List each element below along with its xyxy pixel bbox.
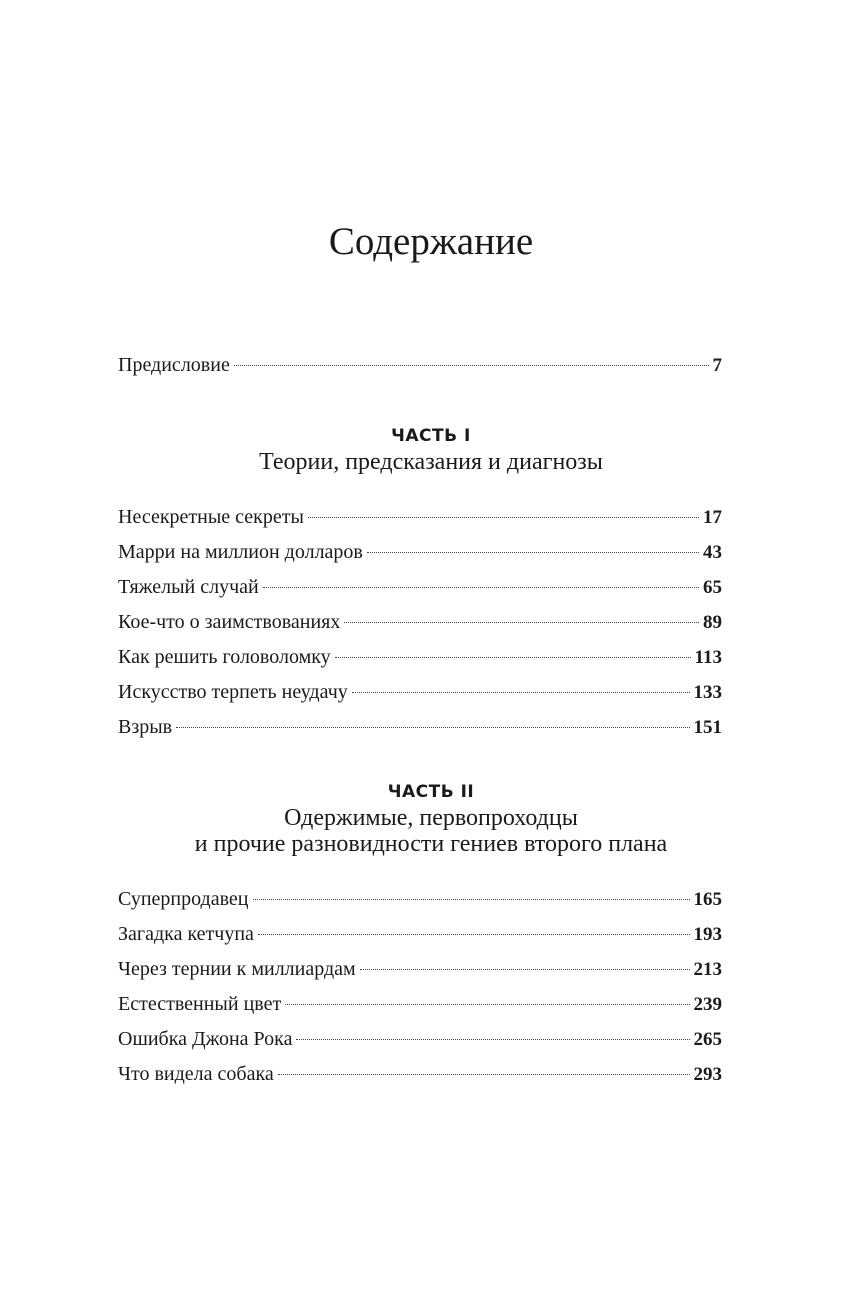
toc-entry[interactable] [118, 886, 722, 912]
part-title: Одержимые, первопроходцы [284, 805, 578, 831]
toc-entry[interactable] [118, 539, 722, 565]
toc-entry-page: 7 [712, 355, 722, 376]
dot-leader [278, 1074, 690, 1075]
toc-entry-label: Естественный цвет [118, 993, 282, 1015]
part-label: ЧАСТЬ I [391, 426, 471, 446]
part-label: ЧАСТЬ II [387, 782, 475, 802]
dot-leader [308, 517, 699, 518]
toc-entry[interactable] [118, 504, 722, 530]
toc-entry-page: 193 [693, 924, 722, 945]
dot-leader [344, 622, 699, 623]
toc-entry-label: Как решить головоломку [118, 646, 331, 668]
toc-entry-label: Тяжелый случай [118, 576, 259, 598]
toc-entry-page: 113 [694, 647, 722, 668]
toc-entry-preface[interactable] [118, 352, 722, 378]
toc-entry[interactable] [118, 956, 722, 982]
dot-leader [360, 969, 690, 970]
toc-entry-page: 239 [693, 994, 722, 1015]
dot-leader [258, 934, 690, 935]
dot-leader [335, 657, 691, 658]
toc-entry-label: Что видела собака [118, 1063, 274, 1085]
toc-entry-label: Искусство терпеть неудачу [118, 681, 348, 703]
toc-entry-label: Загадка кетчупа [118, 923, 254, 945]
toc-entry[interactable] [118, 921, 722, 947]
dot-leader [352, 692, 690, 693]
toc-entry-label: Кое-что о заимствованиях [118, 611, 341, 633]
toc-entry-label: Взрыв [118, 716, 173, 738]
toc-entry-label: Предисловие [118, 354, 230, 376]
toc-entry-page: 65 [703, 577, 722, 598]
toc-entry-label: Через тернии к миллиардам [118, 958, 356, 980]
toc-entry[interactable] [118, 714, 722, 740]
toc-entry[interactable] [118, 991, 722, 1017]
toc-entry-page: 89 [703, 612, 722, 633]
toc-entry[interactable] [118, 609, 722, 635]
toc-entry-page: 265 [693, 1029, 722, 1050]
dot-leader [253, 899, 690, 900]
toc-entry-label: Несекретные секреты [118, 506, 304, 528]
toc-entry-page: 133 [693, 682, 722, 703]
page-title: Содержание [328, 220, 534, 263]
toc-entry[interactable] [118, 1026, 722, 1052]
dot-leader [234, 365, 709, 366]
dot-leader [367, 552, 699, 553]
toc-entry-page: 151 [693, 717, 722, 738]
toc-entry[interactable] [118, 679, 722, 705]
part-title: и прочие разновидности гениев второго плана [194, 831, 668, 857]
toc-entry-page: 165 [693, 889, 722, 910]
toc-entry[interactable] [118, 644, 722, 670]
toc-entry[interactable] [118, 1061, 722, 1087]
toc-entry-page: 293 [693, 1064, 722, 1085]
toc-entry[interactable] [118, 574, 722, 600]
part-title: Теории, предсказания и диагнозы [259, 449, 603, 475]
dot-leader [176, 727, 689, 728]
toc-entry-page: 43 [703, 542, 722, 563]
dot-leader [296, 1039, 689, 1040]
toc-entry-label: Суперпродавец [118, 888, 249, 910]
toc-entry-page: 17 [703, 507, 722, 528]
toc-entry-label: Марри на миллион долларов [118, 541, 363, 563]
toc-entry-page: 213 [693, 959, 722, 980]
dot-leader [263, 587, 699, 588]
toc-entry-label: Ошибка Джона Рока [118, 1028, 293, 1050]
dot-leader [285, 1004, 689, 1005]
